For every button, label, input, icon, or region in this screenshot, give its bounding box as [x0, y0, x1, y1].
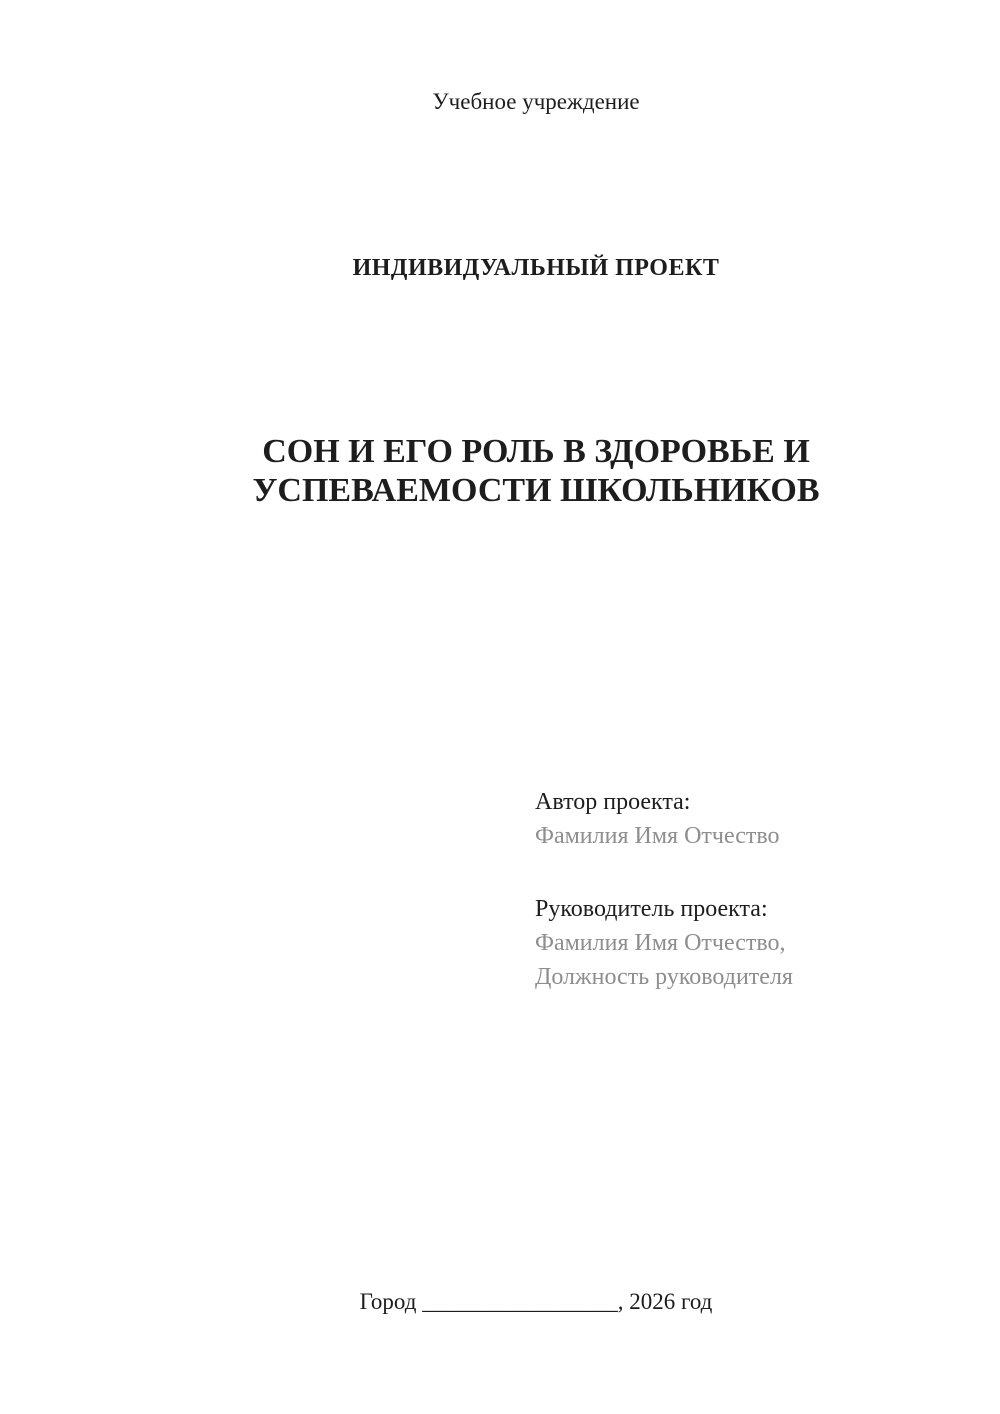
- supervisor-label: Руководитель проекта:: [535, 896, 768, 922]
- supervisor-name-placeholder: Фамилия Имя Отчество,: [535, 930, 786, 956]
- author-block: [535, 785, 793, 853]
- author-name-placeholder: Фамилия Имя Отчество: [535, 823, 780, 849]
- author-label: Автор проекта:: [535, 789, 691, 815]
- city-year-line: Город _________________, 2026 год: [359, 1289, 713, 1314]
- project-type-heading: ИНДИВИДУАЛЬНЫЙ ПРОЕКТ: [352, 255, 720, 281]
- credits-block: [535, 785, 793, 994]
- institution-name: Учебное учреждение: [432, 89, 640, 114]
- project-title-line2: УСПЕВАЕМОСТИ ШКОЛЬНИКОВ: [252, 472, 820, 509]
- project-title-line1: СОН И ЕГО РОЛЬ В ЗДОРОВЬЕ И: [262, 433, 810, 470]
- project-title: [143, 432, 929, 510]
- supervisor-block: [535, 892, 793, 994]
- supervisor-position-placeholder: Должность руководителя: [535, 964, 793, 990]
